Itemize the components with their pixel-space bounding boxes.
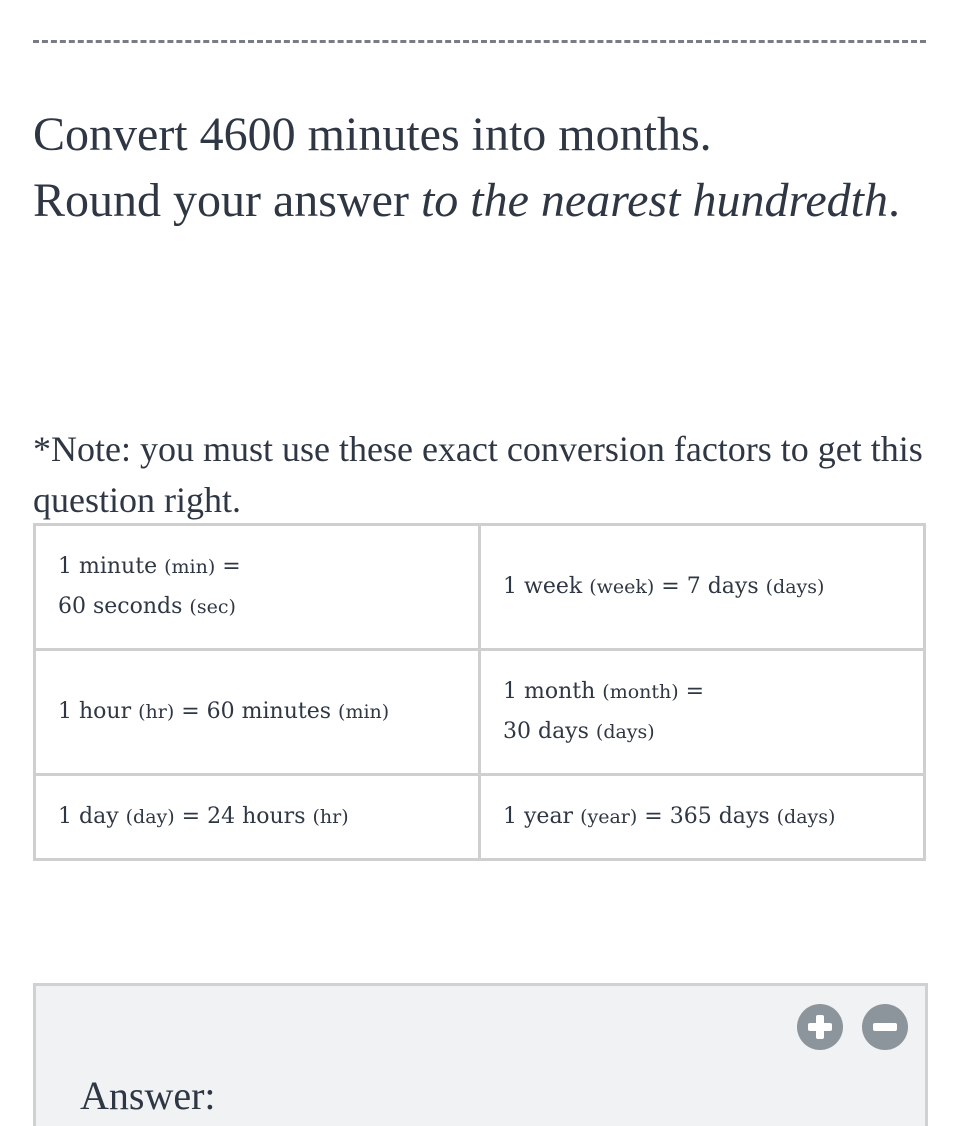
table-cell xyxy=(35,650,480,775)
question-prompt xyxy=(33,102,913,234)
conversion-note: *Note: you must use these exact conversion factors to get this question right. xyxy=(33,429,923,520)
factor-equals: = xyxy=(654,574,687,599)
answer-panel xyxy=(33,983,928,1126)
factor-quantity: 30 days xyxy=(503,719,589,744)
factor-unit: (month) xyxy=(602,681,679,703)
factor-unit: (days) xyxy=(776,806,836,828)
table-cell xyxy=(35,525,480,650)
factor-quantity: 60 minutes xyxy=(206,699,332,724)
factor-unit: (hr) xyxy=(138,701,175,723)
factor-quantity: 1 month xyxy=(503,679,596,704)
table-cell xyxy=(480,525,925,650)
factor-unit: (year) xyxy=(580,806,638,828)
factor-quantity: 1 minute xyxy=(58,554,158,579)
factor-unit: (min) xyxy=(164,556,216,578)
factor-quantity: 1 hour xyxy=(58,699,132,724)
factor-equals: = xyxy=(174,804,208,829)
table-cell xyxy=(480,650,925,775)
factor-unit: (min) xyxy=(338,701,390,723)
conversion-factors-table xyxy=(33,523,926,861)
factor-equals: = xyxy=(637,804,670,829)
factor-quantity: 1 year xyxy=(503,804,574,829)
factor-quantity: 60 seconds xyxy=(58,594,183,619)
factor-quantity: 1 day xyxy=(58,804,119,829)
remove-answer-button[interactable] xyxy=(862,1004,908,1050)
add-answer-button[interactable] xyxy=(797,1004,843,1050)
factor-unit: (sec) xyxy=(189,596,236,618)
answer-label: Answer: xyxy=(80,1073,216,1118)
factor-unit: (days) xyxy=(595,721,655,743)
factor-equals: = xyxy=(215,554,241,579)
factor-quantity: 1 week xyxy=(503,574,583,599)
question-line-1: Convert 4600 minutes into months. xyxy=(33,108,712,161)
dashed-divider xyxy=(33,40,926,43)
table-cell xyxy=(35,775,480,860)
factor-unit: (days) xyxy=(765,576,825,598)
table-row xyxy=(35,775,925,860)
table-row xyxy=(35,525,925,650)
factor-quantity: 24 hours xyxy=(207,804,306,829)
factor-unit: (week) xyxy=(589,576,655,598)
table-row xyxy=(35,650,925,775)
factor-unit: (day) xyxy=(125,806,175,828)
question-line-2-prefix: Round your answer xyxy=(33,174,421,227)
factor-equals: = xyxy=(174,699,207,724)
table-cell xyxy=(480,775,925,860)
factor-quantity: 7 days xyxy=(686,574,759,599)
factor-quantity: 365 days xyxy=(669,804,770,829)
question-emphasis: to the nearest hundredth xyxy=(420,174,888,227)
factor-unit: (hr) xyxy=(312,806,349,828)
question-line-2-suffix: . xyxy=(887,174,900,227)
factor-equals: = xyxy=(678,679,705,704)
